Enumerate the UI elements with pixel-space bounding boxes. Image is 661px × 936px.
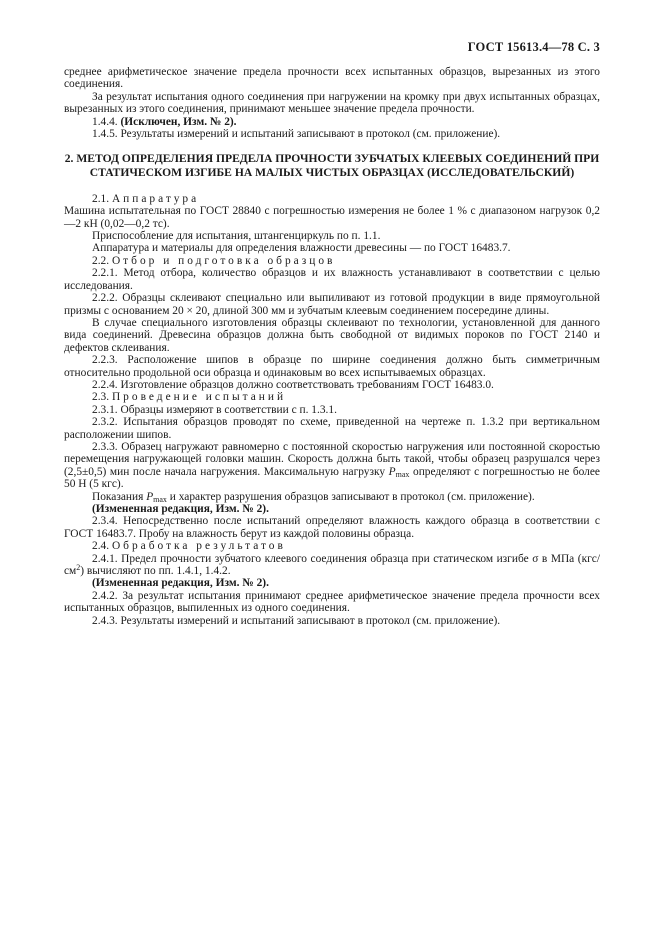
paragraph-2-1-materials: Аппаратура и материалы для определения влажности древесины — по ГОСТ 16483.7. xyxy=(92,242,511,255)
page-header: ГОСТ 15613.4—78 С. 3 xyxy=(467,40,600,54)
paragraph-2-1-machine: Машина испытательная по ГОСТ 28840 с погрешностью измерения не более 1 % с диапазоном нагрузок 0,2—2 кН (0,02—0,2 тс). xyxy=(64,205,600,230)
paragraph-2-3-3b: Показания $P_{max}$ и характер разрушения образцов записывают в протокол (см. приложение). xyxy=(92,490,535,504)
paragraph-2-2-3: 2.2.3. Расположение шипов в образце по ширине соединения должно быть симметричным относительно продольной оси образца и одинаковым во всех испытываемых образцах. xyxy=(64,354,600,379)
paragraph-1-4-5: 1.4.5. Результаты измерений и испытаний записывают в протокол (см. приложение). xyxy=(92,128,501,141)
paragraph-2-3-4: 2.3.4. Непосредственно после испытаний определяют влажность каждого образца в соответствии с ГОСТ 16483.7. Пробу на влажность берут из каждой половины образца. xyxy=(64,515,600,540)
subsection-heading-2-2: 2.2. Отбор и подготовка образцов xyxy=(92,254,336,267)
paragraph-2-4-3: 2.4.3. Результаты измерений и испытаний записывают в протокол (см. приложение). xyxy=(92,614,501,627)
paragraph-2-2-2: 2.2.2. Образцы склеивают специально или выпиливают из готовой продукции в виде прямоугольной призмы с основанием 20 × 20, длиной 300 мм и зубчатым клеевым соединением посередине длины. xyxy=(64,292,600,317)
subsection-title: Проведение испытаний xyxy=(111,391,287,404)
symbol-p: P xyxy=(388,465,396,478)
subsection-title: Обработка результатов xyxy=(111,540,286,553)
revision-note: (Измененная редакция, Изм. № 2). xyxy=(92,577,269,590)
paragraph-2-2-1: 2.2.1. Метод отбора, количество образцов и их влажность устанавливают в соответствии с целью исследования. xyxy=(64,267,600,292)
section-title: 2. МЕТОД ОПРЕДЕЛЕНИЯ ПРЕДЕЛА ПРОЧНОСТИ ЗУБЧАТЫХ КЛЕЕВЫХ СОЕДИНЕНИЙ ПРИ СТАТИЧЕСКОМ ИЗГИБЕ НА МАЛЫХ ЧИСТЫХ ОБРАЗЦАХ (ИССЛЕДОВАТЕЛЬСКИЙ) xyxy=(64,152,600,179)
clause-number: 1.4.4. xyxy=(92,115,118,128)
symbol-p: P xyxy=(146,490,154,503)
paragraph-result: За результат испытания одного соединения при нагружении на кромку при двух испытанных образцах, вырезанных из этого соединения, принимают меньшее значение предела прочности. xyxy=(64,90,600,116)
subsection-title: Аппаратура xyxy=(111,192,200,205)
subsection-title: Отбор и подготовка образцов xyxy=(111,254,336,267)
excluded-note: (Исключен, Изм. № 2). xyxy=(120,115,237,128)
paragraph-2-3-2: 2.3.2. Испытания образцов проводят по схеме, приведенной на чертеже п. 1.3.2 при вертикальном расположении шипов. xyxy=(64,416,600,441)
paragraph-1-4-4 xyxy=(64,116,600,128)
revision-note: (Измененная редакция, Изм. № 2). xyxy=(92,503,269,515)
document-page xyxy=(64,40,600,627)
paragraph-2-1-fixture: Приспособление для испытания, штангенциркуль по п. 1.1. xyxy=(92,230,381,243)
subsection-heading-2-3: 2.3. Проведение испытаний xyxy=(92,391,287,404)
paragraph-2-3-3: 2.3.3. Образец нагружают равномерно с постоянной скоростью нагружения или постоянной скоростью перемещения нагружающей головки машин. Скорость должна быть такой, чтобы образец разрушался через (2,5±0,5) мин после начала нагружения. Максимальную нагрузку $P_{max}$ определяют с погрешностью не более 50 Н (5 кгс). xyxy=(64,440,600,491)
subsection-heading-2-1: 2.1. Аппаратура xyxy=(92,192,200,205)
paragraph-intro: среднее арифметическое значение предела прочности всех испытанных образцов, вырезанных из этого соединения. xyxy=(64,66,600,91)
paragraph-2-4-2: 2.4.2. За результат испытания принимают среднее арифметическое значение предела прочности всех испытанных образцов, выпиленных из одного соединения. xyxy=(64,589,600,615)
paragraph-2-2-4: 2.2.4. Изготовление образцов должно соответствовать требованиям ГОСТ 16483.0. xyxy=(92,378,494,391)
paragraph-2-4-1: 2.4.1. Предел прочности зубчатого клеевого соединения образца при статическом изгибе σ в МПа $(кгс/см^2)$ вычисляют по пп. 1.4.1, 1.4.2. xyxy=(64,552,600,578)
paragraph-2-3-1: 2.3.1. Образцы измеряют в соответствии с п. 1.3.1. xyxy=(92,403,337,416)
subsection-heading-2-4: 2.4. Обработка результатов xyxy=(92,540,286,553)
paragraph-2-2-2b: В случае специального изготовления образцы склеивают по технологии, установленной для данного вида соединений. Древесина образцов должна быть свободной от видимых пороков по ГОСТ 2140 и дефектов склеивания. xyxy=(64,316,600,354)
